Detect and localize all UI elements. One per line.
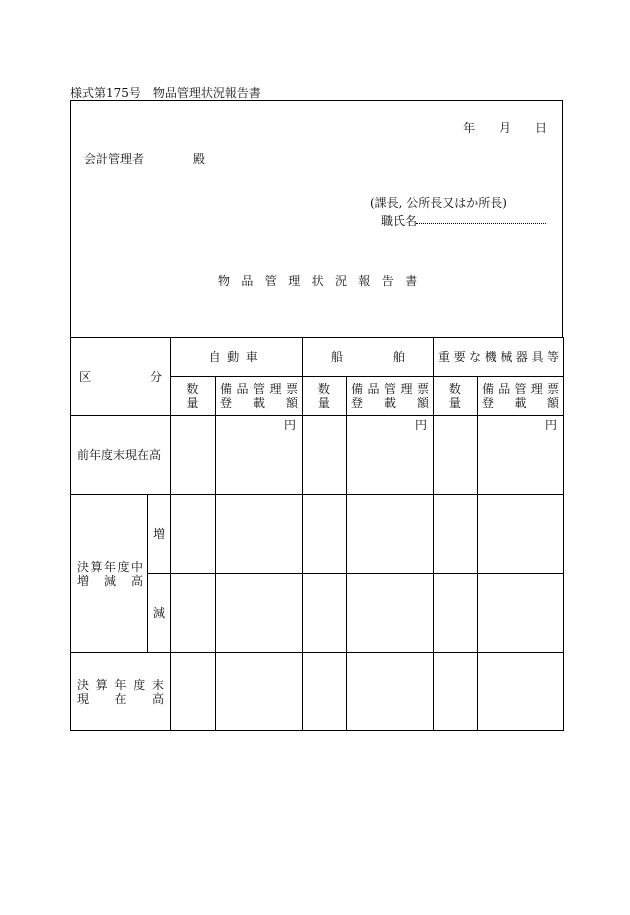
ticket-header-line1: 備品管理票 <box>220 382 299 396</box>
table-cell <box>171 653 216 731</box>
qty-header: 数量 <box>171 377 216 416</box>
table-cell <box>171 416 216 495</box>
qty-header: 数量 <box>303 377 347 416</box>
table-cell <box>478 653 564 731</box>
qty-header: 数量 <box>434 377 478 416</box>
table-cell <box>434 574 478 653</box>
category-header: 区分 <box>71 338 171 416</box>
ticket-header-line2: 登載額 <box>482 396 560 410</box>
table-cell <box>434 416 478 495</box>
table-cell <box>171 574 216 653</box>
table-cell <box>216 495 303 574</box>
ticket-header-line1: 備品管理票 <box>351 382 430 396</box>
table-cell <box>347 574 434 653</box>
ticket-header <box>347 377 434 416</box>
ticket-header-line2: 登載額 <box>351 396 430 410</box>
ticket-header-line2: 登載額 <box>220 396 299 410</box>
table-cell <box>216 574 303 653</box>
table-cell <box>303 653 347 731</box>
row-label-decrease: 減 <box>148 574 171 653</box>
ticket-header <box>216 377 303 416</box>
title-note: (課長, 公所長又はか所長) <box>370 196 507 210</box>
row-label-change-line1: 決算年度中 <box>77 559 143 574</box>
table-cell <box>171 495 216 574</box>
group-header-vehicle: 自動車 <box>171 338 303 377</box>
table-cell <box>434 653 478 731</box>
row-label-closing-line2: 現在高 <box>77 691 165 706</box>
table-cell <box>434 495 478 574</box>
row-label-closing <box>71 653 171 731</box>
group-header-equipment: 重要な機械器具等 <box>434 338 564 377</box>
addressee: 会計管理者 <box>84 152 145 166</box>
row-label-change <box>71 495 148 653</box>
yen-unit: 円 <box>478 416 564 495</box>
status-table <box>70 337 564 731</box>
form-title: 様式第175号 物品管理状況報告書 <box>70 86 261 100</box>
ticket-header-line1: 備品管理票 <box>482 382 560 396</box>
table-cell <box>303 495 347 574</box>
table-cell <box>216 653 303 731</box>
yen-unit: 円 <box>347 416 434 495</box>
table-cell <box>303 574 347 653</box>
date-line: 年 月 日 <box>463 121 548 135</box>
report-title: 物品管理状況報告書 <box>218 274 429 288</box>
signature-label: 職氏名 <box>381 214 418 228</box>
table-cell <box>347 495 434 574</box>
table-cell <box>478 495 564 574</box>
table-cell <box>303 416 347 495</box>
row-label-prior-year: 前年度末現在高 <box>71 416 171 495</box>
row-label-change-line2: 増減高 <box>77 573 143 588</box>
group-header-ship: 船舶 <box>303 338 434 377</box>
honorific: 殿 <box>193 152 206 166</box>
table-cell <box>347 653 434 731</box>
row-label-increase: 増 <box>148 495 171 574</box>
ticket-header <box>478 377 564 416</box>
row-label-closing-line1: 決算年度末 <box>77 677 165 692</box>
table-cell <box>478 574 564 653</box>
signature-line <box>416 223 546 224</box>
yen-unit: 円 <box>216 416 303 495</box>
